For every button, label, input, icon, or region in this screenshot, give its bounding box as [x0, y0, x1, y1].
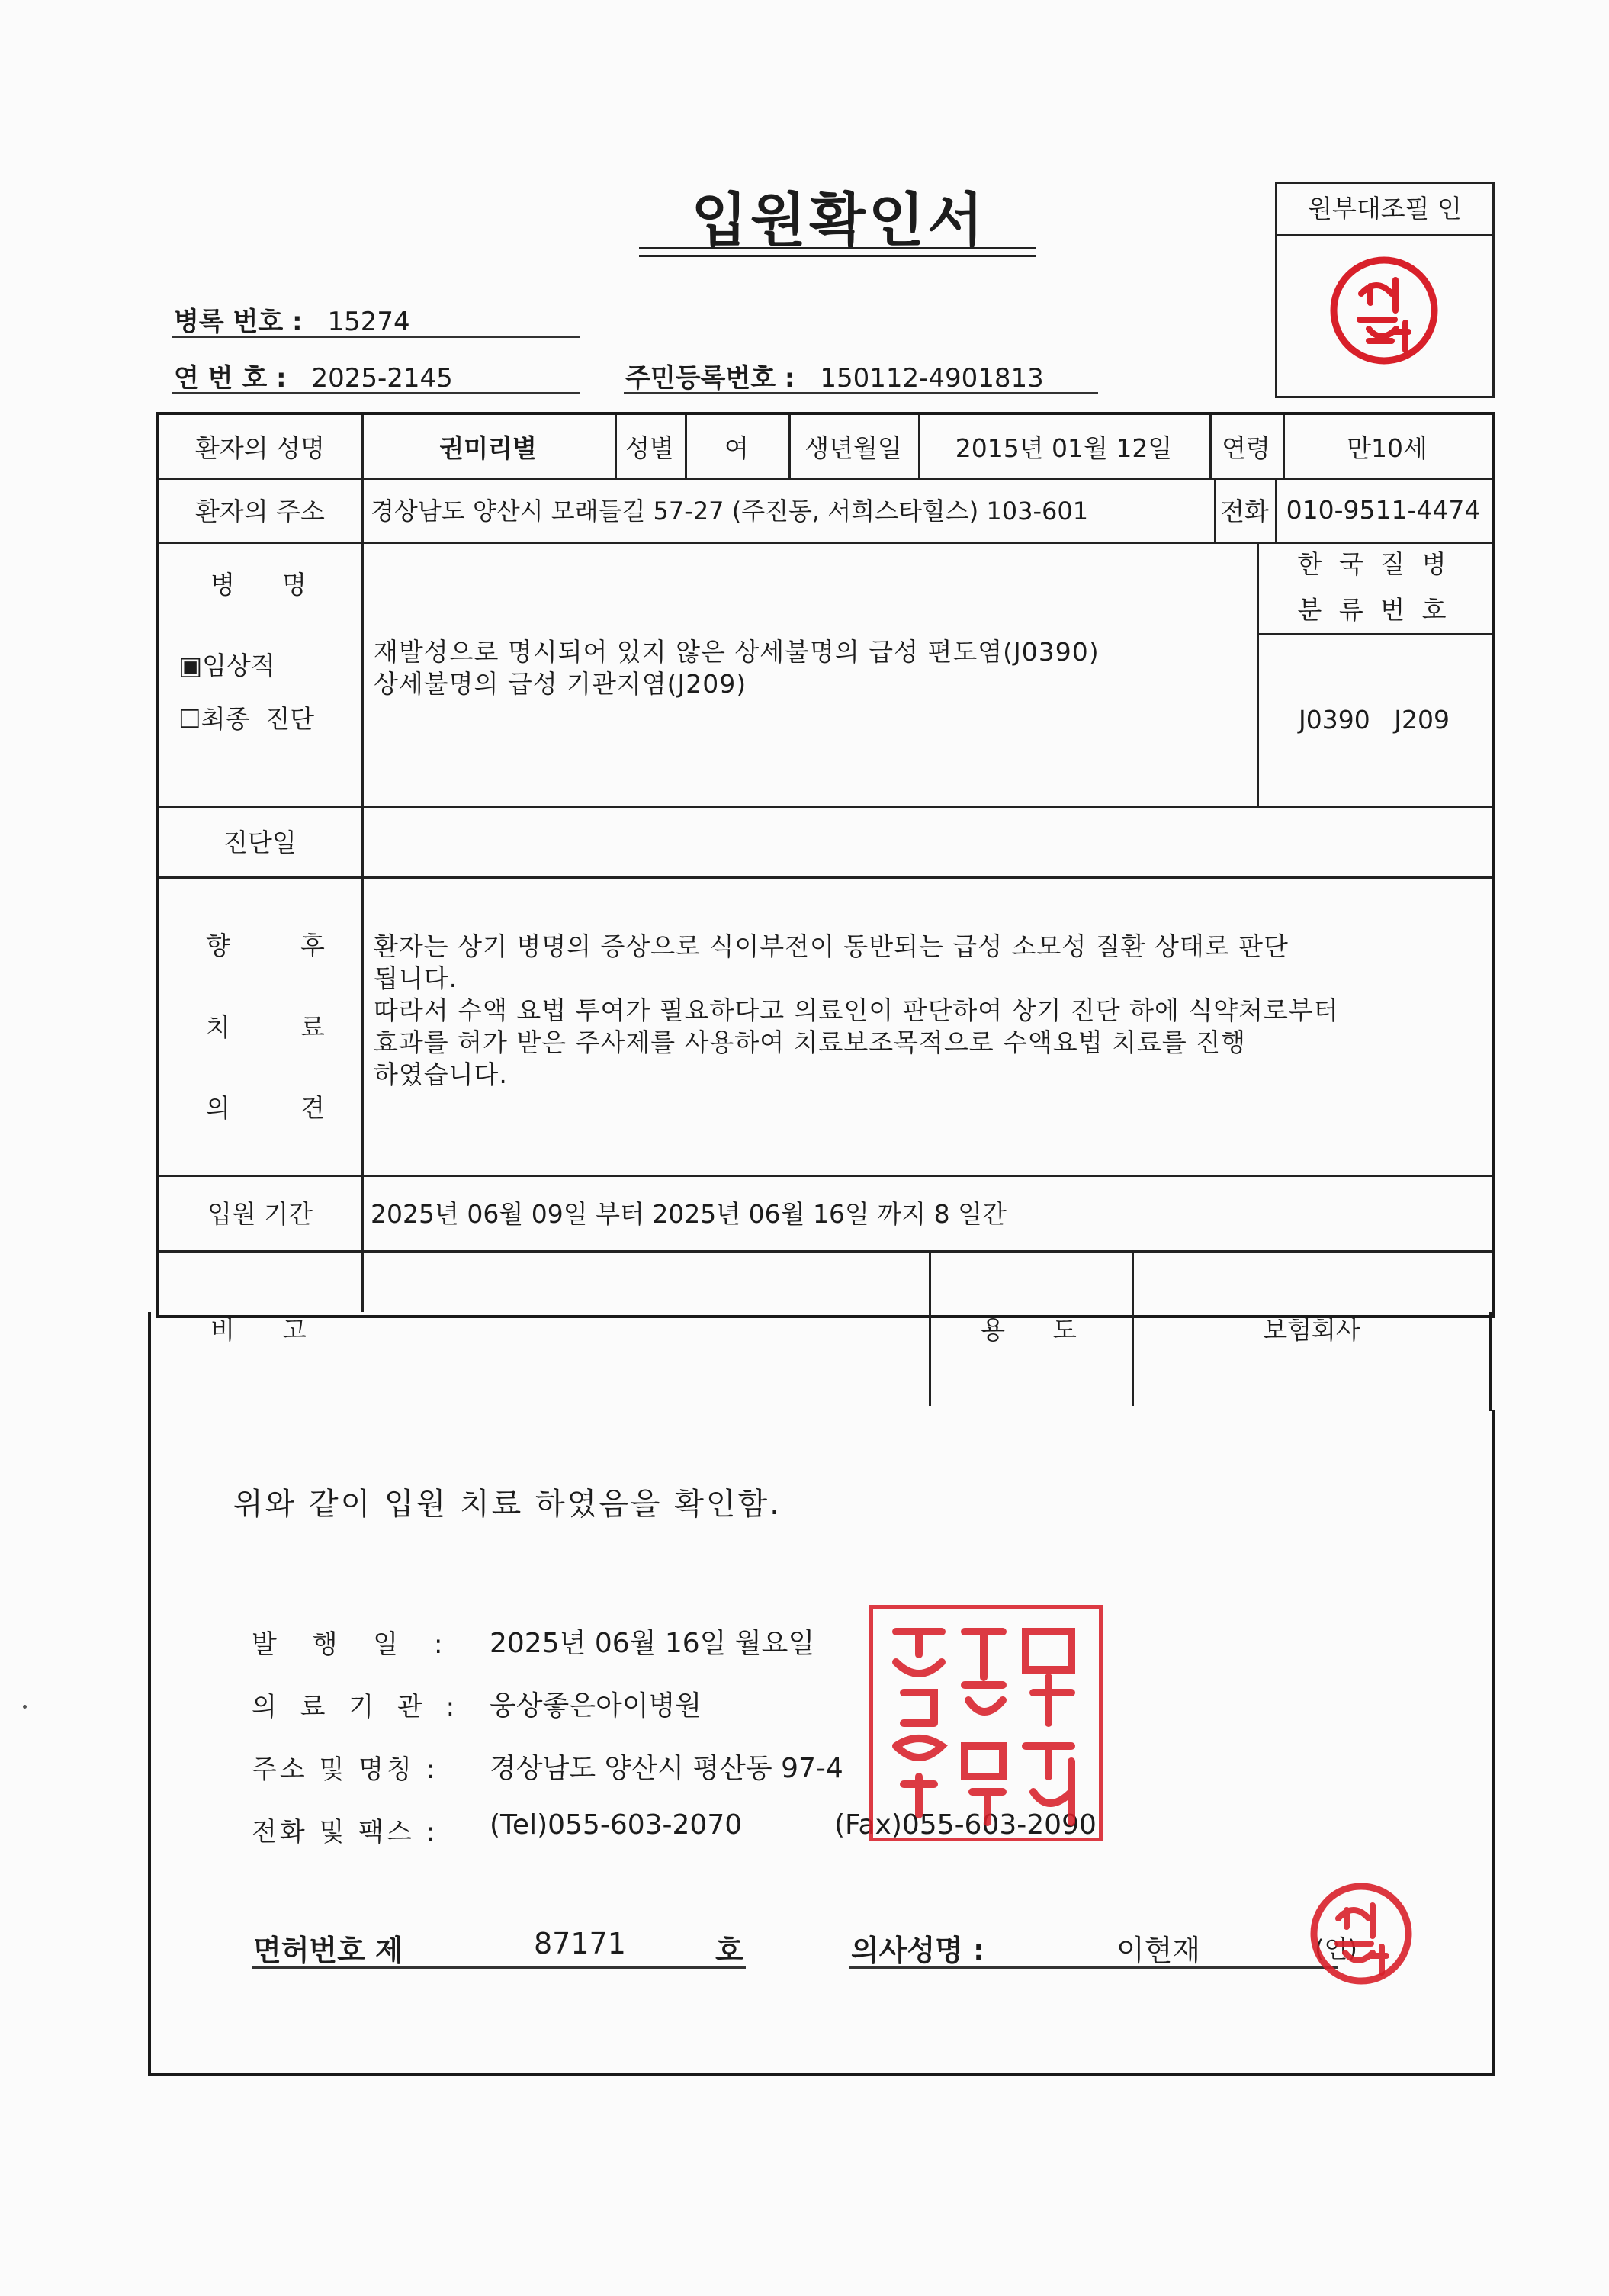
- age-label: 연령: [1222, 433, 1270, 463]
- admission-period-value: 2025년 06월 09일 부터 2025년 06월 16일 까지 8 일간: [371, 1199, 1007, 1229]
- disease-names: [374, 636, 1251, 712]
- doctor-seal-mark: (인): [1315, 1934, 1357, 1963]
- issue-date-value: 2025년 06월 16일 월요일: [490, 1628, 815, 1659]
- purpose-label: 용 도: [981, 1314, 1080, 1345]
- kcd-label: [1257, 542, 1492, 633]
- treatment-opinion: [374, 931, 1479, 1159]
- address-value: 경상남도 양산시 모래들길 57-27 (주진동, 서희스타힐스) 103-601: [371, 497, 1089, 526]
- address-label: 환자의 주소: [195, 496, 325, 526]
- dob-value: 2015년 01월 12일: [955, 433, 1173, 463]
- institution-label: 의 료 기 관 :: [252, 1692, 463, 1722]
- title-underline-second: [639, 255, 1036, 257]
- opinion-label-col-2: 후 료 견: [300, 931, 325, 1123]
- admission-period-label: 입원 기간: [207, 1199, 313, 1229]
- purpose-value: 보험회사: [1263, 1314, 1360, 1345]
- opinion-line: 효과를 허가 받은 주사제를 사용하여 치료보조목적으로 수액요법 치료를 진행: [374, 1027, 1247, 1057]
- phone-label: 전화: [1220, 496, 1269, 526]
- disease-line-2: 상세불명의 급성 기관지염(J209): [374, 669, 747, 699]
- medical-record-number: 15274: [327, 307, 410, 337]
- phone-value: 010-9511-4474: [1286, 494, 1481, 525]
- sex-value: 여: [724, 433, 749, 463]
- title-underline: [639, 247, 1036, 249]
- remarks-value: [374, 1250, 923, 1406]
- serial-line: [174, 357, 453, 394]
- medical-record-line: [174, 301, 410, 338]
- doctor-underline: [849, 1966, 1338, 1969]
- contact-label: 전화 및 팩스 :: [252, 1817, 438, 1847]
- opinion-line: 됩니다.: [374, 963, 458, 993]
- resident-id-line: [625, 357, 1044, 394]
- medical-record-label: 병록 번호 :: [174, 307, 303, 337]
- opinion-line: 환자는 상기 병명의 증상으로 식이부전이 동반되는 급성 소모성 질환 상태로 판단: [374, 931, 1289, 961]
- opinion-label-col-1: 향 치 의: [206, 931, 230, 1123]
- kcd-label-line-1: 한 국 질 병: [1297, 549, 1451, 579]
- diagnosis-date-value: [374, 806, 1487, 876]
- doctor-name-label: 의사성명 :: [851, 1934, 985, 1967]
- original-copy-label: 원부대조필 인: [1277, 184, 1492, 236]
- issue-date-label: 발 행 일 :: [252, 1629, 457, 1660]
- kcd-label-line-2: 분 류 번 호: [1297, 595, 1451, 625]
- confirmation-statement: 위와 같이 입원 치료 하였음을 확인함.: [233, 1487, 782, 1522]
- disease-label: 병 명: [210, 569, 310, 600]
- serial-number: 2025-2145: [311, 363, 453, 394]
- document-title: 입원확인서: [691, 186, 987, 254]
- license-label: 면허번호 제: [253, 1934, 403, 1967]
- license-number: 87171: [534, 1927, 626, 1960]
- license-underline: [252, 1966, 746, 1969]
- age-value: 만10세: [1347, 433, 1428, 463]
- disease-line-1: 재발성으로 명시되어 있지 않은 상세불명의 급성 편도염(J0390): [374, 637, 1100, 667]
- scan-speck: [23, 1705, 27, 1709]
- resident-id-underline: [624, 392, 1098, 394]
- institution-value: 웅상좋은아이병원: [490, 1690, 702, 1722]
- fax-value: (Fax)055-603-2090: [834, 1809, 1097, 1841]
- original-copy-stamp-box: [1275, 182, 1495, 398]
- institution-address: 경상남도 양산시 평산동 97-4: [490, 1753, 843, 1784]
- doctor-name: 이현재: [1116, 1934, 1201, 1967]
- resident-id-label: 주민등록번호 :: [625, 363, 795, 394]
- serial-underline: [172, 392, 580, 394]
- patient-name-value: 권미리별: [439, 433, 537, 463]
- admission-table: [156, 412, 1495, 1345]
- medical-record-underline: [172, 336, 580, 338]
- clinical-diagnosis-checkbox: ▣임상적: [178, 650, 275, 680]
- final-diagnosis-checkbox: ☐최종 진단: [178, 703, 315, 734]
- address-name-label: 주소 및 명칭 :: [252, 1754, 438, 1785]
- opinion-line: 하였습니다.: [374, 1060, 508, 1089]
- patient-name-label: 환자의 성명: [195, 433, 325, 463]
- doctor-seal-icon: [1323, 249, 1445, 371]
- remarks-label: 비 고: [210, 1314, 310, 1345]
- opinion-line: 따라서 수액 요법 투여가 필요하다고 의료인이 판단하여 상기 진단 하에 식약처로부터: [374, 995, 1339, 1025]
- kcd-codes: J0390 J209: [1299, 704, 1450, 735]
- hospital-seal-glyphs-icon: [873, 1609, 1099, 1838]
- diagnosis-date-label: 진단일: [223, 828, 297, 857]
- serial-label: 연 번 호 :: [174, 363, 287, 394]
- resident-id-number: 150112-4901813: [820, 363, 1044, 394]
- doctor-personal-seal-icon: [1304, 1876, 1418, 1991]
- license-suffix: 호: [715, 1934, 743, 1967]
- tel-value: (Tel)055-603-2070: [490, 1809, 743, 1841]
- dob-label: 생년월일: [804, 433, 902, 463]
- hospital-seal-icon: [869, 1605, 1103, 1841]
- sex-label: 성별: [625, 433, 674, 463]
